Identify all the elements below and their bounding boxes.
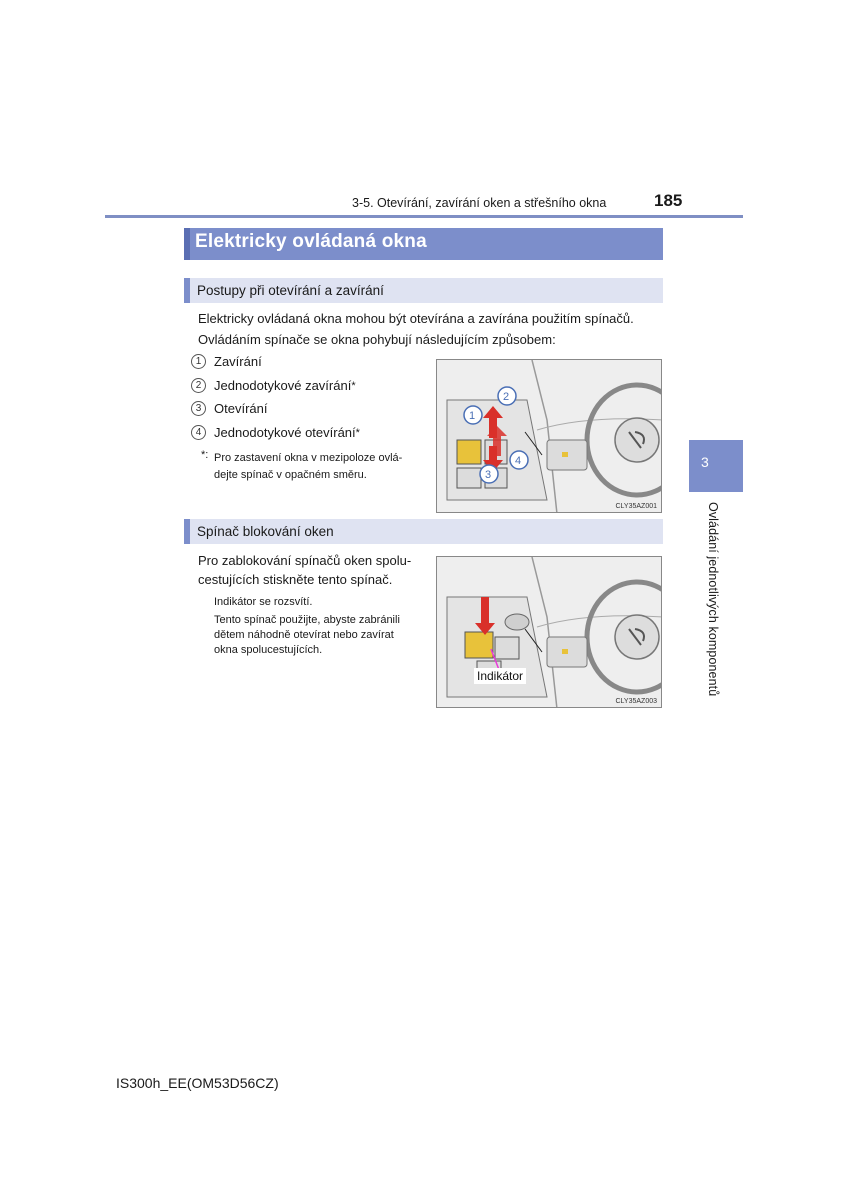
list-item [191,425,360,440]
note-line: Pro zastavení okna v mezipoloze ovlá- [214,452,403,464]
section2-text-2: cestujících stiskněte tento spínač. [198,572,393,587]
circled-number: 2 [191,378,206,393]
figure-window-switch-drawing [437,360,662,513]
header-section-title: 3-5. Otevírání, zavírání oken a střešního okna [352,196,607,210]
chapter-tab [689,440,743,492]
list-item-label: Jednodotykové zavírání [214,378,352,393]
note-line: Tento spínač použijte, abyste zabránili [214,614,400,626]
section2-heading: Spínač blokování oken [197,524,334,539]
list-item-label: Otevírání [214,401,268,416]
section1-heading-bar [184,278,663,303]
circled-number: 1 [191,354,206,369]
circled-number: 3 [191,401,206,416]
indicator-label: Indikátor [474,668,526,684]
figure-window-switch [436,359,662,513]
list-item [191,354,262,369]
list-item [191,378,356,393]
note-line: okna spolucestujících. [214,644,323,656]
list-item [191,401,267,416]
list-item-label: Jednodotykové otevírání [214,425,356,440]
svg-text:4: 4 [515,455,522,467]
section1-intro-2: Ovládáním spínače se okna pohybují následujícím způsobem: [198,332,556,347]
page-title: Elektricky ovládaná okna [195,231,427,252]
page-title-bar [184,228,663,260]
svg-text:1: 1 [469,410,476,422]
circled-number: 4 [191,425,206,440]
figure-code: CLY35AZ001 [615,503,657,510]
section2-heading-bar [184,519,663,544]
chapter-side-text: Ovládání jednotlivých komponentů [706,502,720,697]
svg-text:3: 3 [485,469,492,481]
list-item-label: Zavírání [214,354,262,369]
asterisk: * [355,426,360,439]
asterisk: * [351,379,356,392]
header-rule [105,215,743,218]
note-line: dětem náhodně otevírat nebo zavírat [214,629,394,641]
section2-text-1: Pro zablokování spínačů oken spolu- [198,553,412,568]
footer-code: IS300h_EE(OM53D56CZ) [116,1075,279,1091]
figure-lock-switch-drawing [437,557,662,708]
page-number: 185 [654,191,683,210]
section1-heading: Postupy při otevírání a zavírání [197,283,384,298]
svg-text:2: 2 [503,391,510,403]
indicator-note: Indikátor se rozsvítí. [214,596,313,608]
section1-intro-1: Elektricky ovládaná okna mohou být otevírána a zavírána použitím spínačů. [198,311,634,326]
note-line: dejte spínač v opačném směru. [214,469,367,481]
figure-lock-switch [436,556,662,708]
figure-code: CLY35AZ003 [615,698,657,705]
chapter-number: 3 [701,454,709,470]
note-mark: *: [201,449,209,461]
